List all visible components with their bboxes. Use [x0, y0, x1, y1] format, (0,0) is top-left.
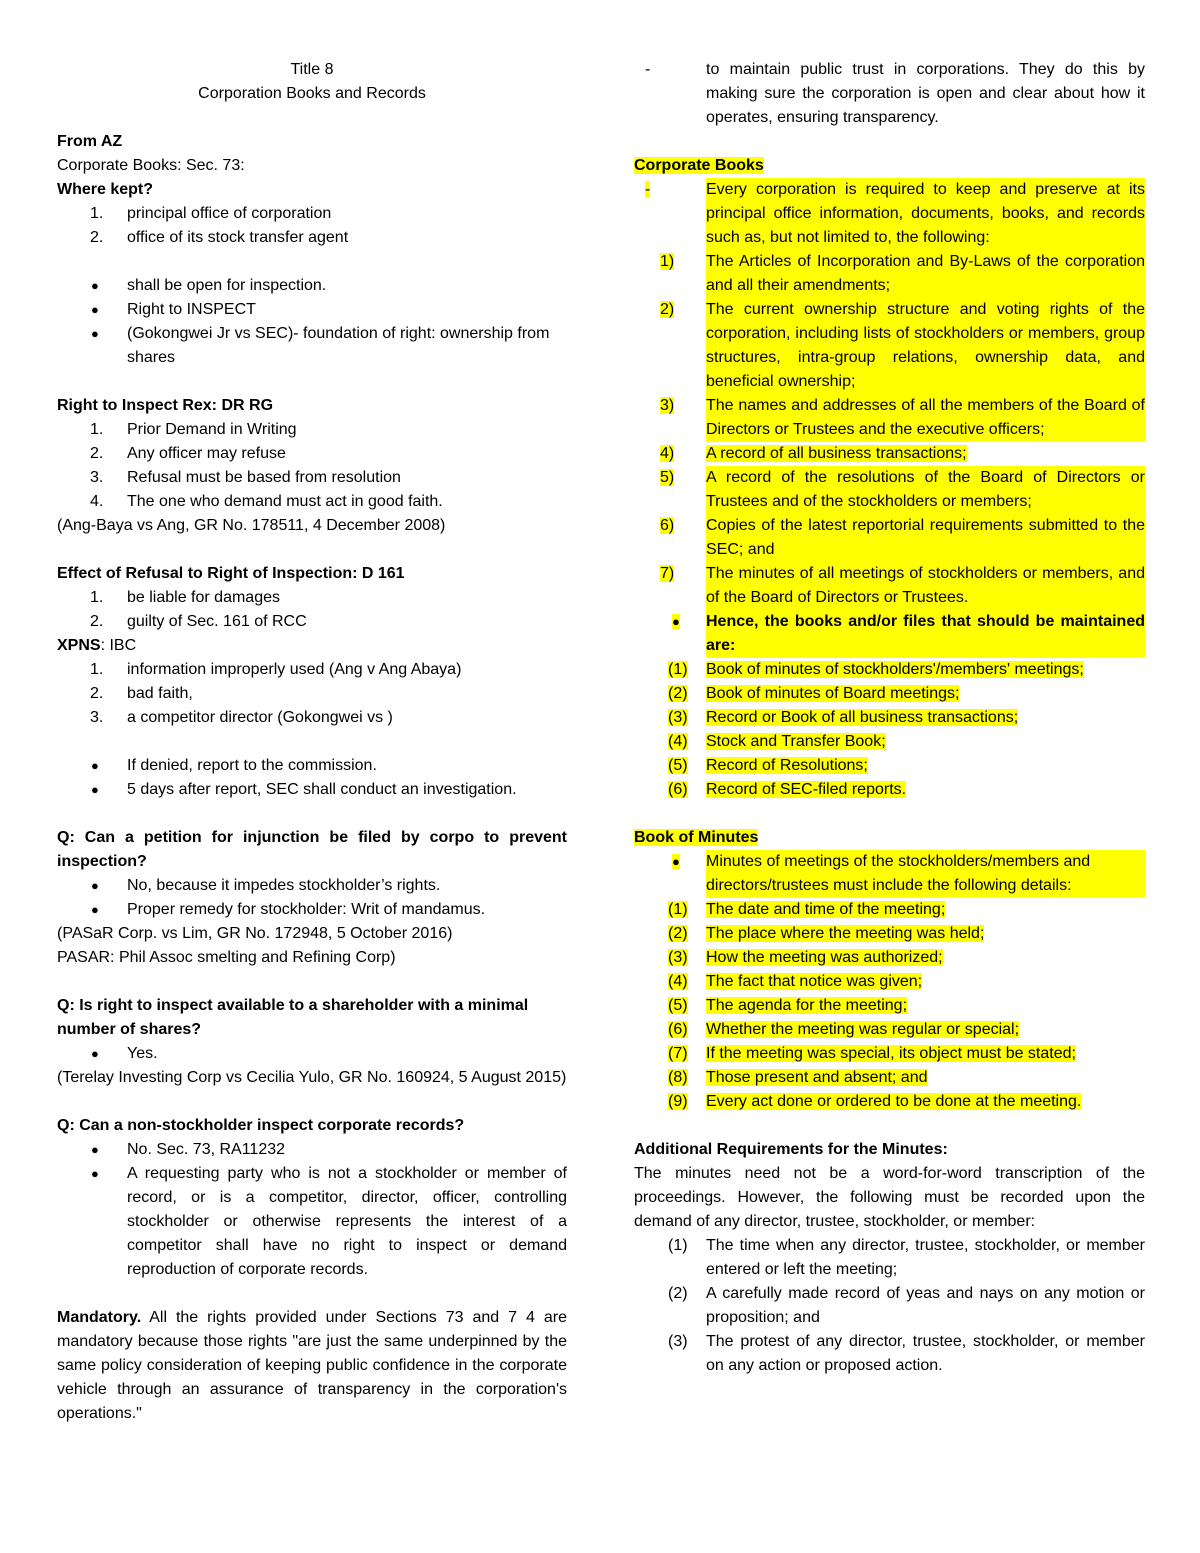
list-item: (3) Record or Book of all business transactions;: [668, 709, 1019, 726]
bullet-item: ● Hence, the books and/or files that should be maintained are:: [634, 610, 1145, 658]
citation: (PASaR Corp. vs Lim, GR No. 172948, 5 October 2016): [57, 925, 453, 942]
list-item: 2. Any officer may refuse: [90, 445, 286, 462]
list-item: (3) The protest of any director, trustee, stockholder, or member on any action or proposed action.: [668, 1333, 1145, 1374]
dash-item: - to maintain public trust in corporations. They do this by making sure the corporation is open and clear about how it operates, ensuring transparency.: [645, 61, 1145, 126]
list-item: (6) Record of SEC-filed reports.: [668, 781, 907, 798]
question-heading: Q: Can a petition for injunction be filed by corpo to prevent inspection?: [57, 829, 567, 870]
bullet-item: ● A requesting party who is not a stockholder or member of record, or is a competitor, director, officer, controlling stockholder or otherwise represents the interest of a competitor shall have no right to inspect or demand reproduction of corporate records.: [91, 1165, 567, 1278]
corporate-books-ref: Corporate Books: Sec. 73:: [57, 157, 245, 174]
list-item: (6) Whether the meeting was regular or special;: [668, 1021, 1020, 1038]
effect-heading: Effect of Refusal to Right of Inspection: D 161: [57, 565, 405, 582]
list-item: (5) Record of Resolutions;: [668, 757, 868, 774]
bullet-item: ● (Gokongwei Jr vs SEC)- foundation of right: ownership from shares: [91, 325, 550, 366]
right-column: [634, 58, 1145, 1378]
list-item: (1) The time when any director, trustee, stockholder, or member entered or left the meeting;: [668, 1237, 1145, 1278]
citation: PASAR: Phil Assoc smelting and Refining Corp): [57, 949, 396, 966]
mandatory-paragraph: Mandatory. All the rights provided under Sections 73 and 7 4 are mandatory because those rights "are just the same underpinned by the same policy consideration of keeping public confidence in the corporate vehicle through an assurance of transparency in the corporation's operations.": [57, 1309, 567, 1422]
list-item: (4) The fact that notice was given;: [668, 973, 923, 990]
question-heading: Q: Is right to inspect available to a shareholder with a minimal number of shares?: [57, 997, 529, 1038]
book-of-minutes-heading: Book of Minutes: [634, 829, 759, 846]
citation: (Ang-Baya vs Ang, GR No. 178511, 4 December 2008): [57, 517, 446, 534]
list-item: 4) A record of all business transactions;: [660, 445, 967, 462]
left-column: [57, 58, 567, 1426]
rex-heading: Right to Inspect Rex: DR RG: [57, 397, 274, 414]
list-item: 4. The one who demand must act in good faith.: [90, 493, 443, 510]
where-kept-heading: Where kept?: [57, 181, 154, 198]
bullet-item: ● Proper remedy for stockholder: Writ of mandamus.: [91, 901, 486, 918]
list-item: 2. bad faith,: [90, 685, 193, 702]
list-item: 6) Copies of the latest reportorial requirements submitted to the SEC; and: [634, 514, 1145, 562]
bullet-item: ● 5 days after report, SEC shall conduct an investigation.: [91, 781, 517, 798]
citation: (Terelay Investing Corp vs Cecilia Yulo, GR No. 160924, 5 August 2015): [57, 1069, 567, 1086]
bullet-item: ● No, because it impedes stockholder’s rights.: [91, 877, 441, 894]
list-item: 1) The Articles of Incorporation and By-Laws of the corporation and all their amendments;: [634, 250, 1145, 298]
list-item: (1) The date and time of the meeting;: [668, 901, 946, 918]
list-item: 1. be liable for damages: [90, 589, 280, 606]
doc-title: Title 8: [290, 61, 334, 78]
list-item: (2) A carefully made record of yeas and nays on any motion or proposition; and: [668, 1285, 1145, 1326]
list-item: (4) Stock and Transfer Book;: [668, 733, 886, 750]
list-item: 3. a competitor director (Gokongwei vs ): [90, 709, 393, 726]
list-item: 1. information improperly used (Ang v Ang Abaya): [90, 661, 462, 678]
corporate-books-heading: Corporate Books: [634, 157, 764, 174]
list-item: 2) The current ownership structure and voting rights of the corporation, including lists of stockholders or members, group structures, intra-group relations, ownership data, and beneficial ownership;: [634, 298, 1145, 394]
additional-requirements-text: The minutes need not be a word-for-word transcription of the proceedings. However, the following must be recorded upon the demand of any director, trustee, stockholder, or member:: [634, 1165, 1145, 1230]
bullet-item: ● No. Sec. 73, RA11232: [91, 1141, 286, 1158]
from-label: From AZ: [57, 133, 123, 150]
bullet-item: ● shall be open for inspection.: [91, 277, 327, 294]
list-item: (8) Those present and absent; and: [668, 1069, 928, 1086]
list-item: 3. Refusal must be based from resolution: [90, 469, 401, 486]
list-item: (5) The agenda for the meeting;: [668, 997, 908, 1014]
list-item: 5) A record of the resolutions of the Board of Directors or Trustees and of the stockholders or members;: [634, 466, 1145, 514]
list-item: (7) If the meeting was special, its object must be stated;: [668, 1045, 1076, 1062]
list-item: (1) Book of minutes of stockholders'/members' meetings;: [668, 661, 1084, 678]
doc-subtitle: Corporation Books and Records: [198, 85, 426, 102]
list-item: (2) The place where the meeting was held;: [668, 925, 985, 942]
question-heading: Q: Can a non-stockholder inspect corporate records?: [57, 1117, 465, 1134]
list-item: 7) The minutes of all meetings of stockholders or members, and of the Board of Directors or Trustees.: [634, 562, 1145, 610]
xpns-line: XPNS: IBC: [57, 637, 137, 654]
dash-item: - Every corporation is required to keep and preserve at its principal office information, documents, books, and records such as, but not limited to, the following:: [634, 178, 1145, 250]
list-item: 1. principal office of corporation: [90, 205, 332, 222]
bullet-item: ● If denied, report to the commission.: [91, 757, 377, 774]
bullet-item: ● Yes.: [91, 1045, 158, 1062]
list-item: 1. Prior Demand in Writing: [90, 421, 297, 438]
bullet-item: ● Minutes of meetings of the stockholders/members and directors/trustees must include the following details:: [634, 850, 1145, 898]
list-item: (9) Every act done or ordered to be done at the meeting.: [668, 1093, 1082, 1110]
list-item: (3) How the meeting was authorized;: [668, 949, 943, 966]
list-item: (2) Book of minutes of Board meetings;: [668, 685, 960, 702]
list-item: 3) The names and addresses of all the members of the Board of Directors or Trustees and the executive officers;: [634, 394, 1145, 442]
additional-requirements-heading: Additional Requirements for the Minutes:: [634, 1141, 948, 1158]
list-item: 2. guilty of Sec. 161 of RCC: [90, 613, 307, 630]
list-item: 2. office of its stock transfer agent: [90, 229, 349, 246]
bullet-item: ● Right to INSPECT: [91, 301, 256, 318]
